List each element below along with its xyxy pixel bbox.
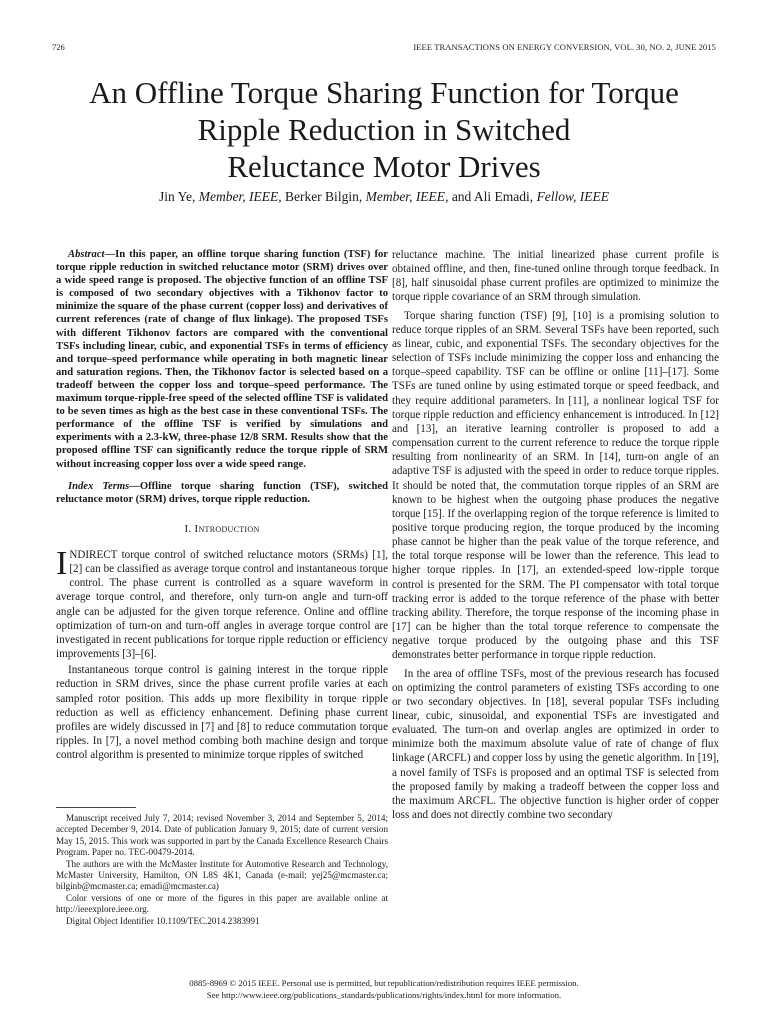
footnote-doi: Digital Object Identifier 10.1109/TEC.2014.2383991: [66, 915, 260, 926]
footnote-rule: [56, 807, 136, 808]
author-sep-2: , and Ali Emadi,: [445, 189, 537, 204]
author-sep-1: , Berker Bilgin,: [278, 189, 366, 204]
rights-url-line: See http://www.ieee.org/publications_standards/publications/rights/index.html for more information.: [206, 990, 562, 1000]
footnote-affiliation: The authors are with the McMaster Institute for Automotive Research and Technology, McMaster University, Hamilton, ON L8S 4K1, Canada (e-mail: yej25@mcmaster.ca; bilginb@mcmaster.ca; emadi@mcmaster.ca): [56, 858, 388, 892]
author-1: Jin Ye,: [158, 189, 199, 204]
right-column: [392, 248, 719, 822]
drop-cap: I: [56, 544, 68, 582]
author-2-role: Member, IEEE: [365, 189, 446, 204]
footnote-color: Color versions of one or more of the figures in this paper are available online at http://ieeexplore.ieee.org.: [56, 892, 388, 915]
right-paragraph-3: In the area of offline TSFs, most of the previous research has focused on optimizing the control parameters of existing TSFs according to one or two secondary objectives. In [18], several popular TSFs including linear, cubic, sinusoidal, and exponential TSFs are investigated and evaluated. The turn-on and overlap angles are optimized in order to minimize both the maximum absolute value of rate of change of flux linkage (ARCFL) and copper loss by using the genetic algorithm. In [19], a novel family of TSFs is proposed and an optimal TSF is selected from the proposed family by making a tradeoff between the copper loss and the maximum ARCFL. The objective function is higher order of copper loss and does not directly combine two secondary: [392, 667, 719, 822]
right-paragraph-1: reluctance machine. The initial linearized phase current profile is obtained offline, and then, fine-tuned online through torque feedback. In [8], half sinusoidal phase current profiles are optimized to minimize the torque ripple covariance of an SRM through simulation.: [392, 249, 719, 304]
copyright-line: 0885-8969 © 2015 IEEE. Personal use is permitted, but republication/redistribution requires IEEE permission.: [189, 978, 579, 988]
running-header: [52, 42, 716, 54]
journal-header: IEEE TRANSACTIONS ON ENERGY CONVERSION, VOL. 30, NO. 2, JUNE 2015: [413, 42, 716, 52]
title-line-1: An Offline Torque Sharing Function for Torque: [89, 75, 679, 110]
footnote: [56, 813, 388, 927]
index-terms-text: —Offline torque sharing function (TSF), switched reluctance motor (SRM) drives, torque ripple reduction.: [56, 480, 388, 505]
copyright-footer: [56, 977, 712, 1001]
right-paragraph-2: Torque sharing function (TSF) [9], [10] is a promising solution to reduce torque ripples of an SRM. Several TSFs have been reported, such as linear, cubic, and exponential TSFs. The secondary objectives for the selection of TSFs include minimizing the copper loss and enhancing the torque–speed capability. TSF can be offline or online [11]–[17]. Some TSFs are tuned online by using estimated torque or speed feedback, and they require additional parameters. In [11], a nonlinear logical TSF for torque ripple reduction and efficiency enhancement is introduced. In [12] and [13], an iterative learning controller is proposed to add a compensation current to the current reference to reduce the torque ripple resulting from nonlinearity of an SRM. In [14], turn-on angle of an adaptive TSF is adjusted with the speed in order to reduce torque ripples. It should be noted that, the commutation torque ripples of an SRM are known to be highest when the outgoing phase produces the negative torque [15]. If the overlapping region of the torque reference is limited to positive torque producing region, the torque produced by the incoming phase cannot be higher than the peak value of the torque reference, and the total torque response will be lower than the reference. This lead to higher torque ripples. In [17], an extended-speed low-ripple torque control is presented for the SRM. The PI compensator with total torque tracking error is added to the torque reference of the phase with better tracking ability. Therefore, the torque response of the incoming phase in [17] can be higher than the total torque reference to compensate the negative torque produced by the outgoing phase and this TSF demonstrates better performance in torque ripple reduction.: [392, 309, 719, 662]
intro-paragraph-1: [56, 544, 388, 661]
author-1-role: Member, IEEE: [198, 189, 279, 204]
section-numeral: I.: [184, 522, 195, 535]
paper-title: [60, 74, 708, 185]
footnote-manuscript: Manuscript received July 7, 2014; revised November 3, 2014 and September 5, 2014; accepted December 9, 2014. Date of publication January 9, 2015; date of current version May 15, 2015. This work was supported in part by the Canada Excellence Research Chairs Program. Paper no. TEC-00479-2014.: [56, 813, 388, 858]
title-line-3: Reluctance Motor Drives: [227, 149, 541, 184]
title-line-2: Ripple Reduction in Switched: [197, 112, 571, 147]
author-list: [60, 189, 708, 205]
section-title: Introduction: [194, 522, 260, 535]
page-number: 726: [52, 42, 65, 52]
index-terms-label: Index Terms: [68, 480, 130, 492]
author-3-role: Fellow, IEEE: [536, 189, 610, 204]
left-column: [56, 248, 388, 762]
abstract: [56, 248, 388, 471]
intro-paragraph-1-text: NDIRECT torque control of switched reluctance motors (SRMs) [1], [2] can be classified as average torque control and instantaneous torque control. The phase current is controlled as a square waveform in average torque control, and therefore, only turn-on angle and turn-off angle can be adjusted for the given torque reference. Online and offline optimization of turn-on and turn-off angles in average torque control are investigated in recent publications for torque ripple reduction or efficiency improvements [3]–[6].: [56, 548, 388, 661]
intro-paragraph-2: Instantaneous torque control is gaining interest in the torque ripple reduction in SRM drives, since the phase current profile varies at each sampled rotor position. This adds up more flexibility in torque ripple reduction as well as efficiency enhancement. Defining phase current profiles are widely discussed in [7] and [8] to reduce commutation torque ripples. In [7], a novel method combing both machine design and torque control algorithm is presented to minimize torque ripples of switched: [56, 664, 388, 762]
abstract-text: —In this paper, an offline torque sharing function (TSF) for torque ripple reduction in switched reluctance motor (SRM) drives over a wide speed range is proposed. The objective function of an offline TSF is composed of two secondary objectives with a Tikhonov factor to minimize the square of the phase current (copper loss) and derivatives of current references (rate of change of flux linkage). The proposed TSFs with different Tikhonov factors are compared with the conventional TSFs including linear, cubic, and exponential TSFs in terms of efficiency and torque–speed performance while operating in both magnetic linear and saturation regions. Then, the Tikhonov factor is selected based on a tradeoff between the copper loss and torque–speed performance. The maximum torque-ripple-free speed of the selected offline TSF is validated to be seven times as high as the best case in these conventional TSFs. The performance of the offline TSF is verified by simulations and experiments with a 2.3-kW, three-phase 12/8 SRM. Results show that the proposed offline TSF can significantly reduce the torque ripple of SRM without increasing copper loss over a wide speed range.: [56, 249, 388, 470]
abstract-label: Abstract: [68, 249, 105, 260]
section-heading-introduction: [56, 522, 388, 536]
index-terms: [56, 480, 388, 506]
